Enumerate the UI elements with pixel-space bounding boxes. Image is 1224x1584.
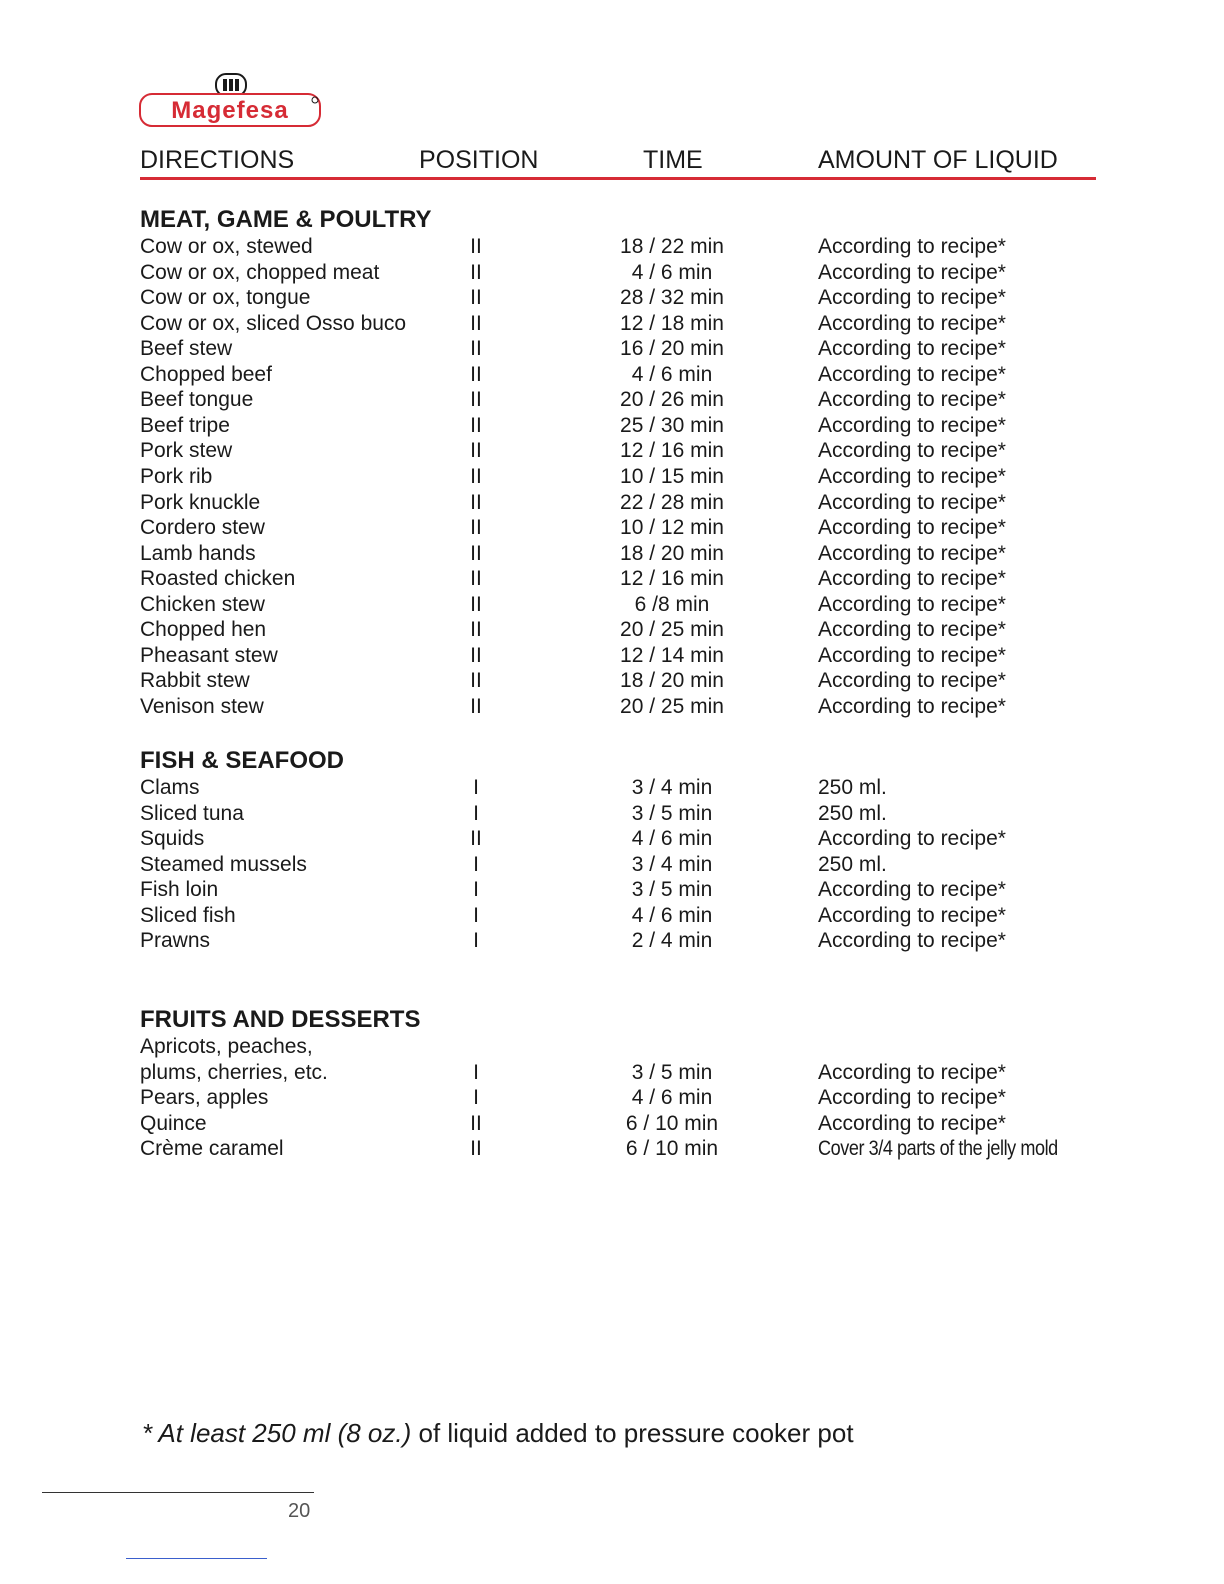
position-value: II — [470, 694, 482, 718]
dish-name: Beef tripe — [140, 413, 230, 437]
position-value: II — [470, 413, 482, 437]
time-value: 20 / 26 min — [620, 388, 724, 412]
time-value: 3 / 5 min — [631, 1060, 713, 1084]
table-row — [0, 694, 1224, 720]
time-value: 6 /8 min — [634, 592, 710, 616]
table-row — [0, 336, 1224, 362]
dish-name: Sliced fish — [140, 903, 236, 927]
dish-name: Chopped hen — [140, 618, 267, 642]
liquid-value: According to recipe* — [818, 413, 1006, 437]
position-value: II — [470, 260, 482, 284]
position-value: II — [470, 388, 482, 412]
liquid-value: According to recipe* — [818, 388, 1006, 412]
liquid-value: According to recipe* — [818, 1060, 1006, 1084]
liquid-value: According to recipe* — [818, 1086, 1006, 1110]
liquid-value: According to recipe* — [818, 592, 1006, 616]
footer-rule — [42, 1492, 314, 1493]
footnote-italic: * At least 250 ml (8 oz.) — [142, 1418, 412, 1448]
table-row — [0, 852, 1224, 878]
dish-name: Steamed mussels — [140, 852, 307, 876]
header-divider — [140, 177, 1096, 180]
section-title: MEAT, GAME & POULTRY — [140, 206, 432, 233]
position-value: II — [470, 362, 482, 386]
section-title: FRUITS AND DESSERTS — [140, 1006, 421, 1033]
liquid-value: According to recipe* — [818, 827, 1006, 851]
time-value: 16 / 20 min — [620, 337, 724, 361]
time-value: 2 / 4 min — [631, 929, 713, 953]
dish-name: Rabbit stew — [140, 669, 250, 693]
time-value: 10 / 12 min — [620, 516, 724, 540]
position-value: I — [473, 852, 479, 876]
table-row — [0, 285, 1224, 311]
table-row — [0, 541, 1224, 567]
page-number: 20 — [288, 1500, 311, 1522]
time-value: 3 / 5 min — [631, 878, 713, 902]
footer-blue-rule — [126, 1558, 267, 1559]
position-value: I — [473, 776, 479, 799]
dish-name: plums, cherries, etc. — [140, 1060, 328, 1084]
dish-name: Beef stew — [140, 337, 233, 361]
position-value: I — [473, 878, 479, 902]
table-row — [0, 464, 1224, 490]
time-value: 4 / 6 min — [631, 827, 713, 851]
liquid-value: According to recipe* — [818, 337, 1006, 361]
time-value: 18 / 20 min — [620, 541, 724, 565]
liquid-value: According to recipe* — [818, 541, 1006, 565]
position-value: I — [473, 1086, 479, 1110]
table-row — [0, 490, 1224, 516]
position-value: II — [470, 669, 482, 693]
liquid-value: 250 ml. — [818, 801, 887, 825]
dish-name: Fish loin — [140, 878, 219, 902]
liquid-value: According to recipe* — [818, 311, 1006, 335]
dish-name: Pork knuckle — [140, 490, 261, 514]
position-value: II — [470, 643, 482, 667]
dish-name: Chopped beef — [140, 362, 272, 386]
dish-name: Apricots, peaches, — [140, 1035, 313, 1058]
time-value: 4 / 6 min — [631, 362, 713, 386]
time-value: 12 / 16 min — [620, 567, 724, 591]
position-value: II — [470, 1111, 482, 1135]
time-value: 12 / 18 min — [620, 311, 724, 335]
position-value: I — [473, 929, 479, 953]
dish-name: Cow or ox, chopped meat — [140, 260, 380, 284]
table-row — [0, 826, 1224, 852]
table-row — [0, 801, 1224, 827]
table-row — [0, 515, 1224, 541]
table-row — [0, 617, 1224, 643]
table-row — [0, 1034, 1224, 1060]
dish-name: Chicken stew — [140, 592, 265, 616]
liquid-value: According to recipe* — [818, 464, 1006, 488]
table-row — [0, 438, 1224, 464]
table-row — [0, 1060, 1224, 1086]
position-value: II — [470, 567, 482, 591]
time-value: 3 / 5 min — [631, 801, 713, 825]
liquid-value: According to recipe* — [818, 618, 1006, 642]
table-row — [0, 1111, 1224, 1137]
liquid-value: According to recipe* — [818, 929, 1006, 953]
liquid-value: According to recipe* — [818, 669, 1006, 693]
time-value: 6 / 10 min — [625, 1137, 719, 1161]
liquid-value: According to recipe* — [818, 439, 1006, 463]
position-value: I — [473, 801, 479, 825]
table-row — [0, 668, 1224, 694]
time-value: 20 / 25 min — [620, 618, 724, 642]
liquid-value: According to recipe* — [818, 1111, 1006, 1135]
time-value: 3 / 4 min — [631, 776, 713, 799]
liquid-value: Cover 3/4 parts of the jelly mold — [818, 1137, 1058, 1161]
position-value: II — [470, 311, 482, 335]
time-value: 6 / 10 min — [625, 1111, 719, 1135]
time-value: 28 / 32 min — [620, 286, 724, 310]
footnote — [142, 1418, 854, 1449]
dish-name: Sliced tuna — [140, 801, 244, 825]
dish-name: Cow or ox, sliced Osso buco — [140, 311, 407, 335]
position-value: II — [470, 337, 482, 361]
dish-name: Cordero stew — [140, 516, 265, 540]
dish-name: Squids — [140, 827, 205, 851]
table-row — [0, 903, 1224, 929]
liquid-value: According to recipe* — [818, 490, 1006, 514]
table-row — [0, 413, 1224, 439]
time-value: 4 / 6 min — [631, 903, 713, 927]
table-row — [0, 928, 1224, 954]
liquid-value: According to recipe* — [818, 260, 1006, 284]
section-title: FISH & SEAFOOD — [140, 747, 345, 774]
time-value: 25 / 30 min — [620, 413, 724, 437]
position-value: II — [470, 464, 482, 488]
time-value: 4 / 6 min — [631, 260, 713, 284]
brand-logo — [138, 72, 324, 130]
dish-name: Roasted chicken — [140, 567, 296, 591]
liquid-value: According to recipe* — [818, 235, 1006, 258]
position-value: II — [470, 541, 482, 565]
svg-text:Magefesa: Magefesa — [171, 97, 289, 124]
table-row — [0, 1136, 1224, 1162]
time-value: 18 / 20 min — [620, 669, 724, 693]
liquid-value: According to recipe* — [818, 878, 1006, 902]
dish-name: Venison stew — [140, 694, 264, 718]
liquid-value: According to recipe* — [818, 567, 1006, 591]
table-row — [0, 234, 1224, 260]
header-position: POSITION — [419, 146, 539, 174]
position-value: II — [470, 439, 482, 463]
table-row — [0, 643, 1224, 669]
dish-name: Prawns — [140, 929, 211, 953]
time-value: 3 / 4 min — [631, 852, 713, 876]
dish-name: Pheasant stew — [140, 643, 278, 667]
position-value: I — [473, 1060, 479, 1084]
header-directions: DIRECTIONS — [140, 146, 295, 174]
liquid-value: According to recipe* — [818, 362, 1006, 386]
liquid-value: 250 ml. — [818, 852, 887, 876]
table-row — [0, 877, 1224, 903]
position-value: II — [470, 286, 482, 310]
dish-name: Lamb hands — [140, 541, 256, 565]
position-value: I — [473, 903, 479, 927]
table-row — [0, 1085, 1224, 1111]
table-row — [0, 260, 1224, 286]
table-row — [0, 387, 1224, 413]
dish-name: Quince — [140, 1111, 207, 1135]
dish-name: Pork rib — [140, 464, 213, 488]
time-value: 22 / 28 min — [620, 490, 724, 514]
table-row — [0, 592, 1224, 618]
position-value: II — [470, 1137, 482, 1161]
time-value: 18 / 22 min — [620, 235, 724, 258]
table-row — [0, 775, 1224, 801]
dish-name: Pork stew — [140, 439, 233, 463]
position-value: II — [470, 827, 482, 851]
liquid-value: According to recipe* — [818, 516, 1006, 540]
position-value: II — [470, 490, 482, 514]
time-value: 12 / 16 min — [620, 439, 724, 463]
header-time: TIME — [643, 146, 703, 174]
liquid-value: According to recipe* — [818, 903, 1006, 927]
footnote-rest: of liquid added to pressure cooker pot — [411, 1418, 854, 1448]
liquid-value: 250 ml. — [818, 776, 887, 799]
dish-name: Pears, apples — [140, 1086, 269, 1110]
dish-name: Clams — [140, 776, 200, 799]
position-value: II — [470, 618, 482, 642]
header-liquid: AMOUNT OF LIQUID — [818, 146, 1058, 174]
dish-name: Crème caramel — [140, 1137, 284, 1161]
liquid-value: According to recipe* — [818, 643, 1006, 667]
time-value: 10 / 15 min — [620, 464, 724, 488]
position-value: II — [470, 592, 482, 616]
table-row — [0, 311, 1224, 337]
dish-name: Cow or ox, stewed — [140, 235, 313, 258]
liquid-value: According to recipe* — [818, 286, 1006, 310]
table-row — [0, 362, 1224, 388]
time-value: 20 / 25 min — [620, 694, 724, 718]
position-value: II — [470, 516, 482, 540]
time-value: 12 / 14 min — [620, 643, 724, 667]
time-value: 4 / 6 min — [631, 1086, 713, 1110]
liquid-value: According to recipe* — [818, 694, 1006, 718]
position-value: II — [470, 235, 482, 258]
dish-name: Cow or ox, tongue — [140, 286, 311, 310]
table-row — [0, 566, 1224, 592]
dish-name: Beef tongue — [140, 388, 254, 412]
